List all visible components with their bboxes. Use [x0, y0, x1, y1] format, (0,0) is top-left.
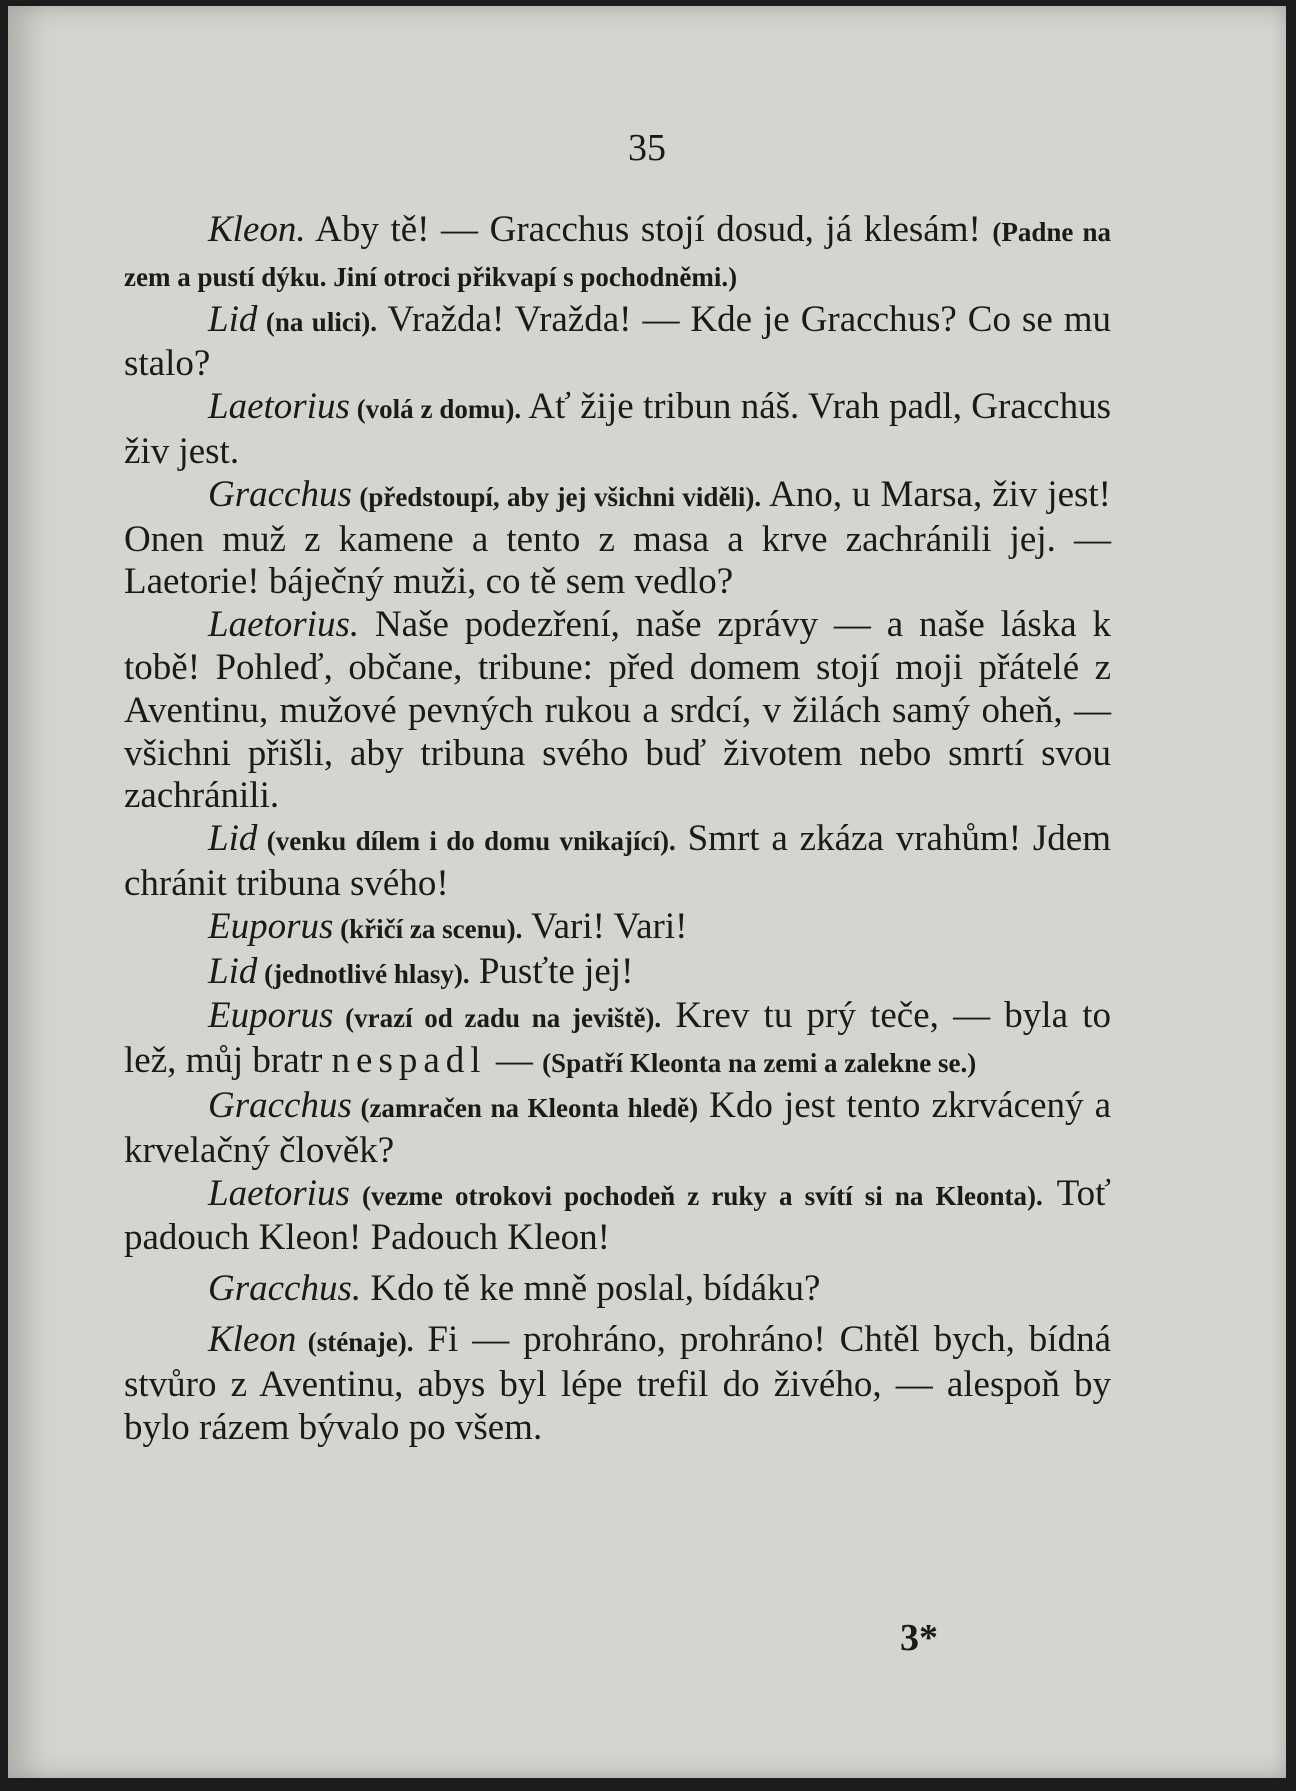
paragraph-7 — [124, 906, 1111, 951]
speaker-name: Lid — [208, 950, 258, 992]
paragraph-1 — [124, 209, 1111, 299]
speaker-name: Lid — [208, 298, 258, 340]
speaker-name: Kleon — [208, 1318, 297, 1360]
speaker-name: Lid — [208, 818, 258, 860]
paragraph-9 — [124, 995, 1111, 1085]
paragraph-4 — [124, 474, 1111, 604]
stage-direction: (Padne na zem a pustí dýku. Jiní otroci přikvapí s pochodněmi.) — [124, 217, 1111, 292]
stage-direction: (vrazí od zadu na jeviště). — [333, 1003, 662, 1034]
speech-text: Naše podezření, naše zprávy — a naše láska k tobě! Pohleď, občane, tribune: před domem stojí moji přátelé z Aventinu, mužové pevných rukou a srdcí, v žilách samý oheň, — všichni přišli, aby tribuna svého buď životem nebo smrtí svou zachránili. — [124, 604, 1111, 817]
speaker-name: Gracchus. — [208, 1268, 362, 1310]
paragraph-13 — [124, 1319, 1111, 1449]
paragraph-12 — [124, 1268, 1111, 1311]
speech-text: Pusťte jej! — [469, 950, 634, 992]
speaker-name: Euporus — [208, 995, 334, 1037]
stage-direction: (zamračen na Kleonta hledě) — [351, 1092, 699, 1123]
speaker-name: Kleon. — [208, 209, 306, 250]
speech-text: Fi — prohráno, prohráno! Chtěl bych, bídná stvůro z Aventinu, abys byl lépe trefil do živého, — alespoň by bylo rázem bývalo po všem. — [124, 1318, 1111, 1448]
speaker-name: Gracchus — [208, 1084, 352, 1126]
speech-text: Vari! Vari! — [522, 905, 688, 947]
speech-text: Smrt a zkáza vrahům! Jdem chránit tribuna svého! — [124, 818, 1111, 904]
stage-direction: (venku dílem i do domu vnikající). — [257, 826, 676, 857]
speech-text: Toť padouch Kleon! Padouch Kleon! — [124, 1172, 1111, 1259]
speaker-name: Gracchus — [208, 473, 352, 515]
paragraph-3 — [124, 386, 1111, 474]
dialogue-text — [124, 209, 1111, 1449]
stage-direction: (předstoupí, aby jej všichni viděli). — [351, 481, 762, 512]
speech-text: Krev tu prý teče, — byla to lež, můj bratr — [124, 995, 1111, 1082]
signature-mark: 3* — [900, 1617, 938, 1659]
page-number: 35 — [628, 127, 666, 169]
paragraph-11 — [124, 1173, 1111, 1261]
paragraph-5 — [124, 604, 1111, 818]
speaker-name: Euporus — [208, 905, 334, 947]
stage-direction: (sténaje). — [296, 1326, 414, 1357]
speaker-name: Laetorius — [208, 1172, 350, 1214]
speaker-name: Laetorius — [208, 386, 350, 428]
speech-text: Ano, u Marsa, živ jest! Onen muž z kamene a tento z masa a krve zachránili jej. — Laetorie! báječný muži, co tě sem vedlo? — [124, 473, 1112, 603]
speech-text: Kdo jest tento zkrvácený a krvelačný člověk? — [124, 1084, 1111, 1171]
speech-text: Aby tě! — Gracchus stojí dosud, já klesám! — [305, 209, 993, 250]
paragraph-2 — [124, 299, 1111, 387]
speech-text: Ať žije tribun náš. Vrah padl, Gracchus živ jest. — [124, 386, 1112, 472]
stage-direction: (jednotlivé hlasy). — [257, 958, 470, 989]
stage-direction: (vezme otrokovi pochodeň z ruky a svítí si na Kleonta). — [349, 1180, 1043, 1211]
speech-text: — — [486, 1040, 543, 1082]
stage-direction: (volá z domu). — [349, 394, 522, 425]
stage-direction: (na ulici). — [257, 306, 378, 337]
stage-direction: (Spatří Kleonta na zemi a zalekne se.) — [542, 1048, 977, 1079]
speech-text: Vražda! Vražda! — Kde je Gracchus? Co se mu stalo? — [124, 298, 1112, 385]
paragraph-10 — [124, 1085, 1111, 1173]
speech-text: Kdo tě ke mně poslal, bídáku? — [361, 1268, 821, 1310]
book-page — [8, 6, 1286, 1778]
emphasized-word: nespadl — [331, 1040, 487, 1082]
stage-direction: (křičí za scenu). — [333, 913, 523, 944]
speaker-name: Laetorius. — [208, 604, 360, 646]
paragraph-8 — [124, 951, 1111, 996]
paragraph-6 — [124, 818, 1111, 906]
